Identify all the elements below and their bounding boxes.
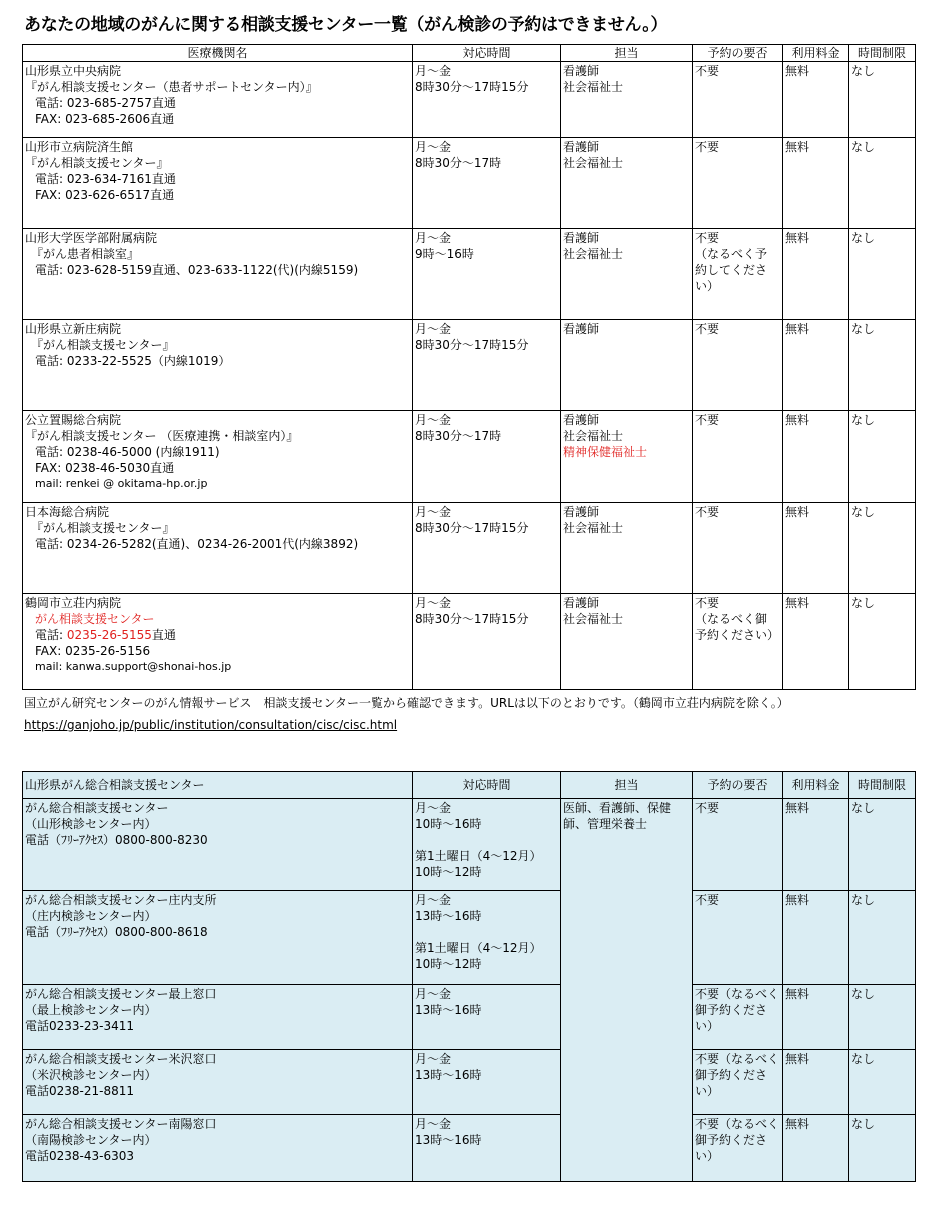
days: 月～金 (415, 64, 452, 78)
hours: 8時30分～17時15分 (415, 80, 529, 94)
days: 月～金 (415, 505, 452, 519)
center-name: 『がん相談支援センター』 (25, 156, 169, 170)
staff-cell (561, 229, 693, 320)
time-limit-cell: なし (849, 320, 916, 411)
reservation-cell: 不要 (693, 503, 783, 594)
days: 月～金 (415, 322, 452, 336)
staff-item: 社会福祉士 (563, 521, 624, 535)
staff-cell: 医師、看護師、保健師、管理栄養士 (561, 799, 693, 1182)
institution-cell (23, 594, 413, 690)
hours: 13時～16時 (415, 1003, 482, 1017)
phone-label: 電話: (35, 628, 67, 642)
reservation-cell (693, 229, 783, 320)
hours-cell (413, 320, 561, 411)
table-row (23, 320, 916, 411)
saturday-hours: 10時～12時 (415, 957, 482, 971)
page-title: あなたの地域のがんに関する相談支援センター一覧（がん検診の予約はできません。） (24, 15, 668, 35)
staff-item: 社会福祉士 (563, 429, 624, 443)
reservation-note: 約してくださ (695, 263, 768, 277)
center-location: （米沢検診センター内） (25, 1068, 157, 1082)
staff-cell (561, 138, 693, 229)
institution-name: 公立置賜総合病院 (25, 413, 122, 427)
time-limit-cell: なし (849, 1050, 916, 1115)
fee-cell: 無料 (783, 320, 849, 411)
phone-label: 電話: (35, 354, 67, 368)
center-name: 『がん相談支援センター』 (31, 521, 175, 535)
days: 月～金 (415, 140, 452, 154)
staff-item: 社会福祉士 (563, 612, 624, 626)
fee-cell: 無料 (783, 594, 849, 690)
table-header-row (23, 45, 916, 62)
hours: 8時30分～17時15分 (415, 612, 529, 626)
reservation-value: 不要 (695, 596, 720, 610)
staff-item: 看護師 (563, 231, 600, 245)
hours-cell (413, 1115, 561, 1182)
header-fee: 利用料金 (783, 772, 849, 799)
hours-cell (413, 594, 561, 690)
institution-name: 山形県立新庄病院 (25, 322, 122, 336)
phone-suffix: 直通 (151, 628, 176, 642)
phone-label: 電話: (35, 445, 67, 459)
days: 月～金 (415, 893, 452, 907)
staff-item-highlighted: 精神保健福祉士 (563, 445, 648, 459)
institution-name: 鶴岡市立荘内病院 (25, 596, 122, 610)
header-time-limit: 時間制限 (849, 772, 916, 799)
center-location: （南陽検診センター内） (25, 1133, 157, 1147)
fee-cell: 無料 (783, 891, 849, 985)
header-center: 山形県がん総合相談支援センター (23, 772, 413, 799)
center-cell (23, 799, 413, 891)
staff-cell (561, 503, 693, 594)
time-limit-cell: なし (849, 138, 916, 229)
reservation-value: 不要 (695, 231, 720, 245)
hours-cell (413, 799, 561, 891)
reservation-note: （なるべく予 (695, 247, 768, 261)
header-reservation: 予約の要否 (693, 45, 783, 62)
reservation-cell: 不要 (693, 891, 783, 985)
header-hours: 対応時間 (413, 45, 561, 62)
center-cell (23, 891, 413, 985)
phone-label: 電話: (35, 537, 67, 551)
reservation-cell: 不要 (693, 138, 783, 229)
center-cell (23, 1050, 413, 1115)
center-name: 『がん相談支援センター（患者サポートセンター内）』 (25, 80, 318, 94)
staff-item: 看護師 (563, 64, 600, 78)
hours-cell (413, 229, 561, 320)
center-name: 『がん患者相談室』 (31, 247, 140, 261)
header-hours: 対応時間 (413, 772, 561, 799)
email-address: mail: renkei @ okitama-hp.or.jp (35, 477, 208, 490)
table-row (23, 411, 916, 503)
table-row (23, 594, 916, 690)
hours: 8時30分～17時15分 (415, 521, 529, 535)
center-cell (23, 985, 413, 1050)
staff-cell (561, 411, 693, 503)
staff-cell (561, 594, 693, 690)
header-time-limit: 時間制限 (849, 45, 916, 62)
fee-cell: 無料 (783, 138, 849, 229)
hours: 13時～16時 (415, 909, 482, 923)
reservation-cell: 不要（なるべく御予約ください） (693, 985, 783, 1050)
hours-cell (413, 503, 561, 594)
hours: 8時30分～17時 (415, 156, 502, 170)
phone-number: 電話（ﾌﾘｰｱｸｾｽ）0800-800-8618 (25, 925, 208, 939)
time-limit-cell: なし (849, 799, 916, 891)
reservation-cell: 不要 (693, 62, 783, 138)
days: 月～金 (415, 413, 452, 427)
reservation-cell: 不要 (693, 411, 783, 503)
staff-item: 看護師 (563, 413, 600, 427)
staff-item: 看護師 (563, 505, 600, 519)
phone-number: 023-685-2757直通 (66, 96, 176, 110)
center-name: 『がん相談支援センター （医療連携・相談室内）』 (25, 429, 299, 443)
days: 月～金 (415, 1052, 452, 1066)
days: 月～金 (415, 596, 452, 610)
time-limit-cell: なし (849, 891, 916, 985)
institution-cell (23, 229, 413, 320)
phone-number: 0233-22-5525（内線1019） (66, 354, 231, 368)
fee-cell: 無料 (783, 503, 849, 594)
staff-item: 社会福祉士 (563, 247, 624, 261)
table-row (23, 1050, 916, 1115)
institution-name: 山形大学医学部附属病院 (25, 231, 158, 245)
reservation-note: い） (695, 279, 720, 293)
hours-cell (413, 138, 561, 229)
ganjoho-link[interactable]: https://ganjoho.jp/public/institution/consultation/cisc/cisc.html (24, 718, 398, 732)
time-limit-cell: なし (849, 985, 916, 1050)
fee-cell: 無料 (783, 411, 849, 503)
phone-number: 023-634-7161直通 (66, 172, 176, 186)
center-location: （最上検診センター内） (25, 1003, 157, 1017)
header-institution: 医療機関名 (23, 45, 413, 62)
days: 月～金 (415, 801, 452, 815)
institution-cell (23, 138, 413, 229)
saturday-hours: 10時～12時 (415, 865, 482, 879)
table-row (23, 503, 916, 594)
email-address: mail: kanwa.support@shonai-hos.jp (35, 660, 232, 673)
center-name: がん相談支援センター (35, 612, 155, 626)
center-cell (23, 1115, 413, 1182)
phone-number: 電話（ﾌﾘｰｱｸｾｽ）0800-800-8230 (25, 833, 208, 847)
center-name: がん総合相談支援センター最上窓口 (25, 987, 217, 1001)
header-staff: 担当 (561, 45, 693, 62)
reservation-note: 予約ください） (695, 628, 780, 642)
reservation-cell: 不要（なるべく御予約ください） (693, 1115, 783, 1182)
table-row (23, 229, 916, 320)
staff-item: 看護師 (563, 140, 600, 154)
phone-label: 電話: (35, 172, 67, 186)
institution-cell (23, 320, 413, 411)
fax-number: FAX: 023-626-6517直通 (35, 188, 175, 202)
institution-name: 日本海総合病院 (25, 505, 110, 519)
time-limit-cell: なし (849, 1115, 916, 1182)
table-row (23, 62, 916, 138)
phone-number: 0235-26-5155 (66, 628, 152, 642)
days: 月～金 (415, 1117, 452, 1131)
center-name: 『がん相談支援センター』 (31, 338, 175, 352)
reservation-cell (693, 594, 783, 690)
time-limit-cell: なし (849, 594, 916, 690)
days: 月～金 (415, 231, 452, 245)
reservation-note: （なるべく御 (695, 612, 768, 626)
fee-cell: 無料 (783, 799, 849, 891)
phone-number: 電話0238-21-8811 (25, 1084, 135, 1098)
institution-name: 山形市立病院済生館 (25, 140, 134, 154)
table-header-row (23, 772, 916, 799)
table-row (23, 1115, 916, 1182)
time-limit-cell: なし (849, 62, 916, 138)
institution-cell (23, 62, 413, 138)
hours-cell (413, 1050, 561, 1115)
phone-number: 電話0233-23-3411 (25, 1019, 135, 1033)
institution-name: 山形県立中央病院 (25, 64, 122, 78)
hours: 10時～16時 (415, 817, 482, 831)
center-location: （山形検診センター内） (25, 817, 157, 831)
table-row (23, 799, 916, 891)
center-location: （庄内検診センター内） (25, 909, 157, 923)
center-name: がん総合相談支援センター南陽窓口 (25, 1117, 217, 1131)
hours: 8時30分～17時15分 (415, 338, 529, 352)
time-limit-cell: なし (849, 503, 916, 594)
header-staff: 担当 (561, 772, 693, 799)
staff-item: 社会福祉士 (563, 80, 624, 94)
phone-number: 0238-46-5000 (内線1911) (66, 445, 220, 459)
phone-number: 電話0238-43-6303 (25, 1149, 135, 1163)
fax-number: FAX: 023-685-2606直通 (35, 112, 175, 126)
phone-label: 電話: (35, 263, 67, 277)
table-row (23, 985, 916, 1050)
table-row (23, 138, 916, 229)
staff-item: 看護師 (563, 596, 600, 610)
saturday: 第1土曜日（4～12月） (415, 849, 542, 863)
hours-cell (413, 891, 561, 985)
time-limit-cell: なし (849, 411, 916, 503)
institution-cell (23, 503, 413, 594)
phone-label: 電話: (35, 96, 67, 110)
institution-cell (23, 411, 413, 503)
hospital-consultation-table (22, 44, 916, 690)
hours: 13時～16時 (415, 1068, 482, 1082)
hours-cell (413, 985, 561, 1050)
fee-cell: 無料 (783, 1050, 849, 1115)
header-reservation: 予約の要否 (693, 772, 783, 799)
hours-cell (413, 62, 561, 138)
center-name: がん総合相談支援センター庄内支所 (25, 893, 217, 907)
staff-cell (561, 62, 693, 138)
hours-cell (413, 411, 561, 503)
hours: 13時～16時 (415, 1133, 482, 1147)
staff-cell (561, 320, 693, 411)
footnote: 国立がん研究センターのがん情報サービス 相談支援センター一覧から確認できます。URLは以下のとおりです。（鶴岡市立荘内病院を除く。） (24, 696, 789, 710)
center-name: がん総合相談支援センター (25, 801, 169, 815)
phone-number: 023-628-5159直通、023-633-1122(代)(内線5159) (66, 263, 359, 277)
fax-number: FAX: 0235-26-5156 (35, 644, 151, 658)
fax-number: FAX: 0238-46-5030直通 (35, 461, 175, 475)
days: 月～金 (415, 987, 452, 1001)
header-fee: 利用料金 (783, 45, 849, 62)
fee-cell: 無料 (783, 985, 849, 1050)
prefecture-center-table (22, 771, 916, 1182)
table-row (23, 891, 916, 985)
staff-item: 社会福祉士 (563, 156, 624, 170)
reservation-cell: 不要（なるべく御予約ください） (693, 1050, 783, 1115)
hours: 8時30分～17時 (415, 429, 502, 443)
saturday: 第1土曜日（4～12月） (415, 941, 542, 955)
fee-cell: 無料 (783, 1115, 849, 1182)
phone-number: 0234-26-5282(直通)、0234-26-2001代(内線3892) (66, 537, 359, 551)
reservation-cell: 不要 (693, 799, 783, 891)
center-name: がん総合相談支援センター米沢窓口 (25, 1052, 217, 1066)
staff-item: 看護師 (563, 322, 600, 336)
fee-cell: 無料 (783, 229, 849, 320)
hours: 9時～16時 (415, 247, 474, 261)
reservation-cell: 不要 (693, 320, 783, 411)
time-limit-cell: なし (849, 229, 916, 320)
fee-cell: 無料 (783, 62, 849, 138)
